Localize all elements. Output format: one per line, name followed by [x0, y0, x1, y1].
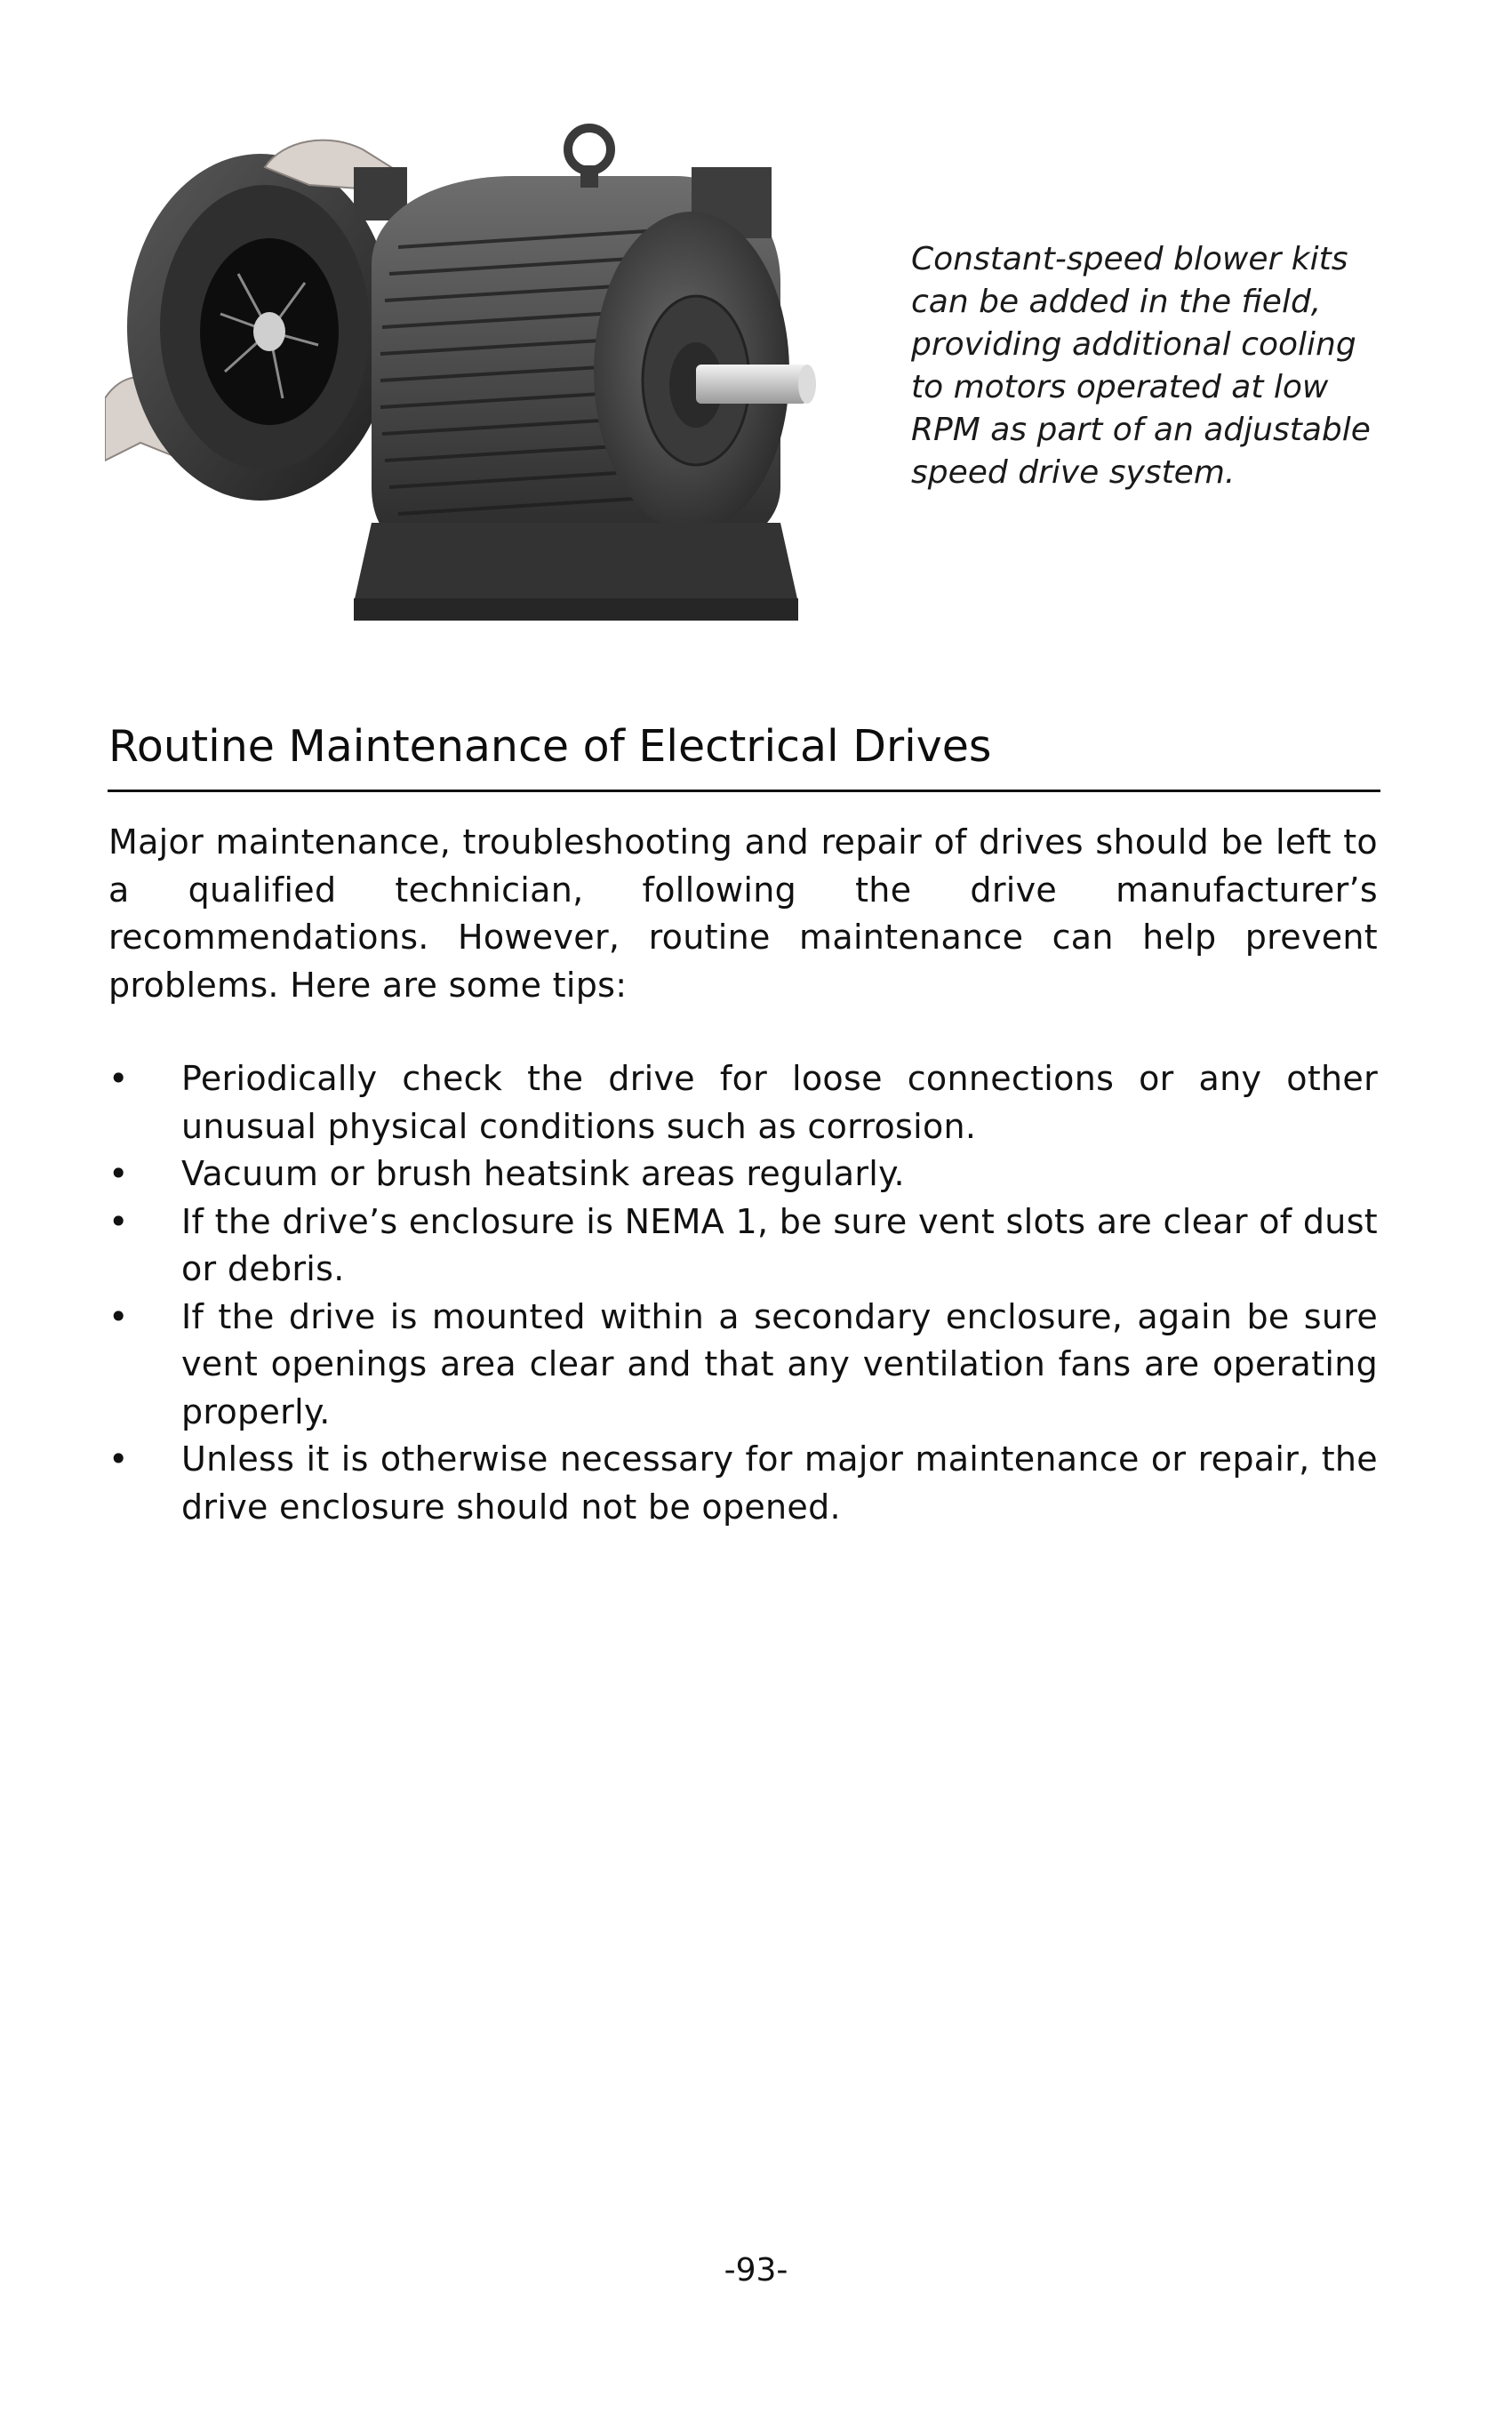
tips-list: [108, 1055, 1378, 1531]
bullet-icon: •: [108, 1296, 129, 1336]
tip-text: If the drive is mounted within a secondary enclosure, again be sure vent openings area clear and that any ventilation fans are operating properly.: [181, 1296, 1378, 1431]
tip-text: If the drive’s enclosure is NEMA 1, be sure vent slots are clear of dust or debris.: [181, 1201, 1378, 1288]
bullet-icon: •: [108, 1439, 129, 1479]
tip-text: Unless it is otherwise necessary for major maintenance or repair, the drive enclosure should not be opened.: [181, 1439, 1378, 1527]
list-item: [108, 1294, 1378, 1437]
list-item: [108, 1150, 1378, 1198]
section-heading: Routine Maintenance of Electrical Drives: [108, 721, 992, 772]
motor-blower-kit-photo: [105, 105, 852, 656]
photo-caption: Constant-speed blower kits can be added in the field, providing additional cooling to motors operated at low RPM as part of an adjustable speed drive system.: [911, 241, 1371, 491]
tip-text: Vacuum or brush heatsink areas regularly.: [181, 1154, 905, 1193]
intro-paragraph: Major maintenance, troubleshooting and repair of drives should be left to a qualified technician, following the drive manufacturer’s recommendations. However, routine maintenance can help prevent problems. Here are some tips:: [108, 822, 1378, 1005]
list-item: [108, 1436, 1378, 1531]
page-number: -93-: [724, 2252, 788, 2289]
tip-text: Periodically check the drive for loose connections or any other unusual physical conditions such as corrosion.: [181, 1059, 1378, 1146]
list-item: [108, 1198, 1378, 1294]
bullet-icon: •: [108, 1201, 129, 1241]
heading-rule: [108, 790, 1380, 792]
bullet-icon: •: [108, 1059, 129, 1098]
list-item: [108, 1055, 1378, 1150]
bullet-icon: •: [108, 1154, 129, 1193]
